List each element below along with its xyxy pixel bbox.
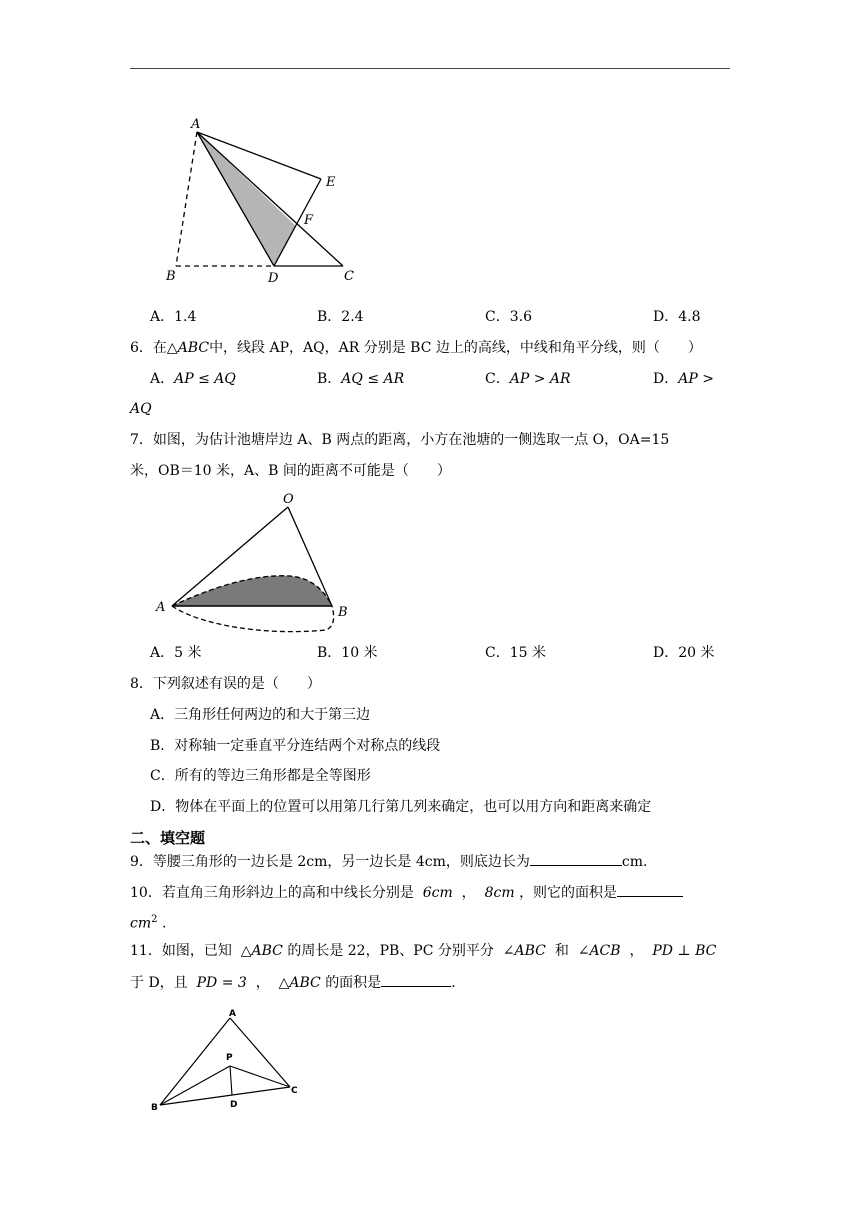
q10-sep: ， bbox=[461, 885, 476, 901]
q6-option-d-wrap: AQ bbox=[130, 401, 152, 417]
section-heading-fill-in: 二、填空题 bbox=[130, 829, 206, 847]
q10-median: 8cm bbox=[484, 885, 515, 901]
q8-option-d[interactable]: D．物体在平面上的位置可以用第几行第几列来确定，也可以用方向和距离来确定 bbox=[150, 799, 652, 815]
q8-option-b[interactable]: B．对称轴一定垂直平分连结两个对称点的线段 bbox=[150, 738, 441, 754]
fig5-label-b: B bbox=[166, 269, 176, 284]
q7-stem-line2: 米，OB＝10 米，A、B 间的距离不可能是（ ） bbox=[130, 463, 451, 479]
q11-text-7: 的面积是 bbox=[325, 975, 382, 991]
q10-end: . bbox=[157, 915, 167, 932]
fig7-label-a: A bbox=[156, 600, 166, 615]
q6-option-a-letter: A． bbox=[150, 371, 175, 387]
q7-stem-line1: 7．如图，为估计池塘岸边 A、B 两点的距离，小方在池塘的一侧选取一点 O，OA=15 bbox=[130, 432, 670, 448]
q6-option-c-math: AP > AR bbox=[509, 371, 571, 387]
q5-option-d[interactable]: D．4.8 bbox=[653, 309, 701, 325]
q6-option-d[interactable] bbox=[653, 369, 714, 389]
fig5-label-e: E bbox=[326, 175, 336, 190]
q9-unit: cm. bbox=[621, 854, 648, 870]
q10-text-after: ，则它的面积是 bbox=[519, 885, 618, 901]
q5-option-a[interactable]: A．1.4 bbox=[150, 309, 197, 325]
q11-triangle-abc: △ABC bbox=[240, 943, 283, 959]
q7-option-c[interactable]: C．15 米 bbox=[485, 645, 546, 661]
q9-answer-blank[interactable] bbox=[530, 851, 622, 866]
q6-option-a-math: AP ≤ AQ bbox=[174, 371, 236, 387]
q11-perpendicular: PD ⊥ BC bbox=[652, 943, 717, 959]
q6-option-b-math: AQ ≤ AR bbox=[341, 371, 405, 387]
q9-text: 9．等腰三角形的一边长是 2cm，另一边长是 4cm，则底边长为 bbox=[130, 854, 530, 870]
header-rule bbox=[130, 68, 730, 69]
q11-angle-acb: ∠ACB bbox=[577, 943, 621, 959]
q6-stem-rest: 中，线段 AP，AQ，AR 分别是 BC 边上的高线，中线和角平分线，则（ ） bbox=[209, 340, 702, 356]
fig5-label-a: A bbox=[191, 117, 201, 132]
fig5-label-c: C bbox=[344, 269, 354, 284]
q11-text-1: 11．如图，已知 bbox=[130, 943, 232, 959]
q11-text-5: 于 D，且 bbox=[130, 975, 188, 991]
q7-option-a[interactable]: A．5 米 bbox=[150, 645, 202, 661]
q10-unit: cm bbox=[130, 915, 152, 932]
q7-option-d[interactable]: D．20 米 bbox=[653, 645, 715, 661]
triangle-figure-q11 bbox=[140, 1000, 320, 1125]
q6-option-c-letter: C． bbox=[485, 371, 510, 387]
q6-stem bbox=[130, 338, 702, 358]
q11-end: . bbox=[451, 975, 456, 991]
fig5-label-d: D bbox=[268, 271, 279, 286]
triangle-figure-q5 bbox=[160, 112, 370, 287]
q6-option-d-math: AP > bbox=[678, 371, 714, 387]
fig11-label-p: P bbox=[226, 1053, 233, 1063]
q10-stem bbox=[130, 882, 683, 903]
q10-text: 10．若直角三角形斜边上的高和中线长分别是 bbox=[130, 885, 414, 901]
q11-angle-abc: ∠ABC bbox=[502, 943, 546, 959]
q11-text-4: ， bbox=[629, 943, 644, 959]
q6-option-d-letter: D． bbox=[653, 371, 679, 387]
fig11-label-a: A bbox=[229, 1009, 236, 1019]
q10-height: 6cm bbox=[422, 885, 453, 901]
q6-option-b[interactable] bbox=[317, 369, 404, 389]
q11-stem-line2 bbox=[130, 972, 456, 993]
q11-answer-blank[interactable] bbox=[381, 972, 451, 987]
q11-text-2: 的周长是 22，PB、PC 分别平分 bbox=[287, 943, 494, 959]
fig11-label-c: C bbox=[291, 1086, 298, 1096]
q10-unit-exponent: 2 bbox=[151, 914, 158, 925]
q8-stem: 8．下列叙述有误的是（ ） bbox=[130, 676, 321, 692]
q8-option-c[interactable]: C．所有的等边三角形都是全等图形 bbox=[150, 768, 371, 784]
q10-unit-line bbox=[130, 910, 166, 934]
q5-option-c[interactable]: C．3.6 bbox=[485, 309, 532, 325]
q8-option-a[interactable]: A．三角形任何两边的和大于第三边 bbox=[150, 707, 371, 723]
fig7-label-b: B bbox=[338, 605, 348, 620]
q9-stem bbox=[130, 851, 647, 872]
q5-option-b[interactable]: B．2.4 bbox=[317, 309, 364, 325]
q6-stem-math: ABC bbox=[177, 340, 210, 356]
q11-triangle-abc-2: △ABC bbox=[278, 975, 321, 991]
q10-answer-blank[interactable] bbox=[617, 882, 683, 897]
q6-option-c[interactable] bbox=[485, 369, 571, 389]
fig11-label-b: B bbox=[151, 1103, 158, 1113]
pond-figure-q7 bbox=[150, 490, 360, 635]
q7-option-b[interactable]: B．10 米 bbox=[317, 645, 378, 661]
q6-stem-prefix: 6．在△ bbox=[130, 340, 178, 356]
fig11-label-d: D bbox=[230, 1100, 238, 1110]
q11-stem-line1 bbox=[130, 941, 716, 961]
q6-option-a[interactable] bbox=[150, 369, 236, 389]
fig7-label-o: O bbox=[283, 492, 294, 507]
q6-option-b-letter: B． bbox=[317, 371, 342, 387]
q11-text-3: 和 bbox=[554, 943, 569, 959]
fig5-label-f: F bbox=[304, 213, 314, 228]
q11-text-6: ， bbox=[255, 975, 270, 991]
q11-pd-length: PD = 3 bbox=[196, 975, 247, 991]
